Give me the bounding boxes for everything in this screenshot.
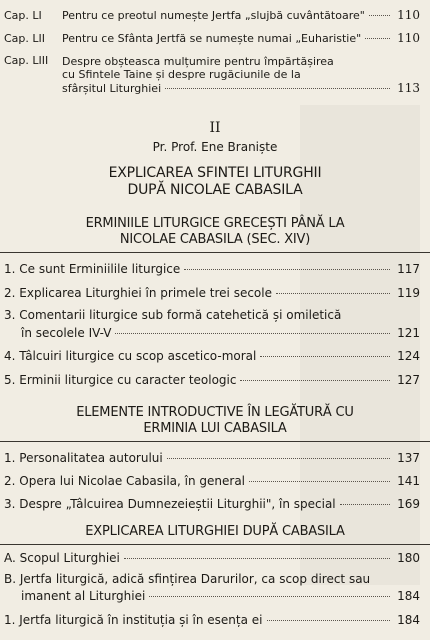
chapter-title-line: Despre obșteasca mulțumire pentru împărtășirea — [62, 55, 334, 68]
page-number: 121 — [397, 326, 420, 340]
section-divider — [0, 441, 430, 442]
entry-title: 2. Explicarea Liturghiei în primele trei secole — [4, 286, 272, 300]
section-heading-erminiile — [0, 216, 430, 248]
toc-entry-cap-lii — [4, 31, 420, 45]
toc-entry — [4, 551, 420, 565]
dot-leader — [149, 596, 390, 597]
page-number: 141 — [397, 474, 420, 488]
chapter-title: Pentru ce preotul numește Jertfa „slujbă cuvântătoare" — [62, 9, 365, 22]
section-heading-line: ELEMENTE INTRODUCTIVE ÎN LEGĂTURĂ CU — [76, 405, 354, 420]
dot-leader — [276, 293, 390, 294]
page-number: 110 — [397, 31, 420, 45]
main-title — [0, 165, 430, 199]
chapter-label: Cap. LI — [4, 9, 42, 22]
toc-entry — [4, 474, 420, 488]
page-number: 137 — [397, 451, 420, 465]
entry-title-line: în secolele IV-V — [21, 326, 112, 340]
toc-entry — [4, 451, 420, 465]
dot-leader — [167, 458, 390, 459]
toc-entry — [4, 286, 420, 300]
page-number: 184 — [397, 589, 420, 603]
dot-leader — [267, 620, 390, 621]
page-number: 117 — [397, 262, 420, 276]
entry-title: 3. Despre „Tâlcuirea Dumnezeieștii Liturghii", în special — [4, 497, 336, 511]
page-number: 113 — [397, 81, 420, 95]
dot-leader — [240, 380, 390, 381]
chapter-title-line: cu Sfintele Taine și despre rugăciunile de la — [62, 68, 301, 81]
entry-title: 2. Opera lui Nicolae Cabasila, în general — [4, 474, 246, 488]
section-divider — [0, 252, 430, 253]
toc-entry-multiline — [4, 308, 344, 323]
page-number: 119 — [397, 286, 420, 300]
entry-title: A. Scopul Liturghiei — [4, 551, 120, 565]
page-number: 110 — [397, 8, 420, 22]
entry-title-line: imanent al Liturghiei — [21, 589, 146, 603]
chapter-title-line: sfârșitul Liturghiei — [62, 82, 162, 95]
toc-entry — [4, 613, 420, 627]
dot-leader — [115, 333, 390, 334]
toc-entry — [4, 262, 420, 276]
toc-entry — [4, 497, 420, 511]
toc-entry-multiline — [4, 572, 424, 587]
toc-entry-cap-liii-last — [62, 81, 420, 95]
section-heading-line: NICOLAE CABASILA (SEC. XIV) — [119, 232, 311, 247]
dot-leader — [369, 15, 390, 16]
chapter-label: Cap. LIII — [4, 54, 49, 67]
dot-leader — [249, 481, 390, 482]
page-number: 184 — [397, 613, 420, 627]
chapter-label: Cap. LII — [4, 32, 46, 45]
toc-entry-continuation — [4, 326, 420, 340]
section-divider — [0, 544, 430, 545]
section-heading-elemente — [0, 405, 430, 437]
dot-leader — [184, 269, 390, 270]
dot-leader — [124, 558, 390, 559]
page-number: 127 — [397, 373, 420, 387]
dot-leader — [340, 504, 390, 505]
page-number: 124 — [397, 349, 420, 363]
entry-title: 1. Personalitatea autorului — [4, 451, 163, 465]
dot-leader — [165, 88, 390, 89]
section-heading-line: ERMINIA LUI CABASILA — [143, 421, 287, 436]
entry-title-line: B. Jertfa liturgică, adică sfințirea Darurilor, ca scop direct sau — [4, 572, 371, 586]
chapter-title-block — [62, 55, 362, 81]
dot-leader — [365, 38, 390, 39]
part-author: Pr. Prof. Ene Braniște — [152, 140, 278, 154]
main-title-line: DUPĂ NICOLAE CABASILA — [127, 182, 303, 198]
entry-title: 5. Erminii liturgice cu caracter teologic — [4, 373, 237, 387]
entry-title: 1. Jertfa liturgică în instituția și în esența ei — [4, 613, 263, 627]
toc-entry-continuation — [4, 589, 420, 603]
page-number: 169 — [397, 497, 420, 511]
dot-leader — [260, 356, 390, 357]
toc-entry-cap-li — [4, 8, 420, 22]
toc-entry — [4, 349, 420, 363]
entry-title: 1. Ce sunt Erminiilile liturgice — [4, 262, 181, 276]
main-title-line: EXPLICAREA SFINTEI LITURGHII — [108, 165, 322, 181]
page-number: 180 — [397, 551, 420, 565]
entry-title-line: 3. Comentarii liturgice sub formă catehetică și omiletică — [4, 308, 342, 322]
part-number: II — [209, 120, 221, 136]
chapter-title: Pentru ce Sfânta Jertfă se numește numai „Euharistie" — [62, 32, 362, 45]
entry-title: 4. Tâlcuiri liturgice cu scop ascetico-moral — [4, 349, 257, 363]
section-heading-line: ERMINIILE LITURGICE GRECEȘTI PÂNĂ LA — [85, 216, 345, 231]
toc-entry — [4, 373, 420, 387]
section-heading-explicarea: EXPLICAREA LITURGHIEI DUPĂ CABASILA — [85, 524, 345, 539]
